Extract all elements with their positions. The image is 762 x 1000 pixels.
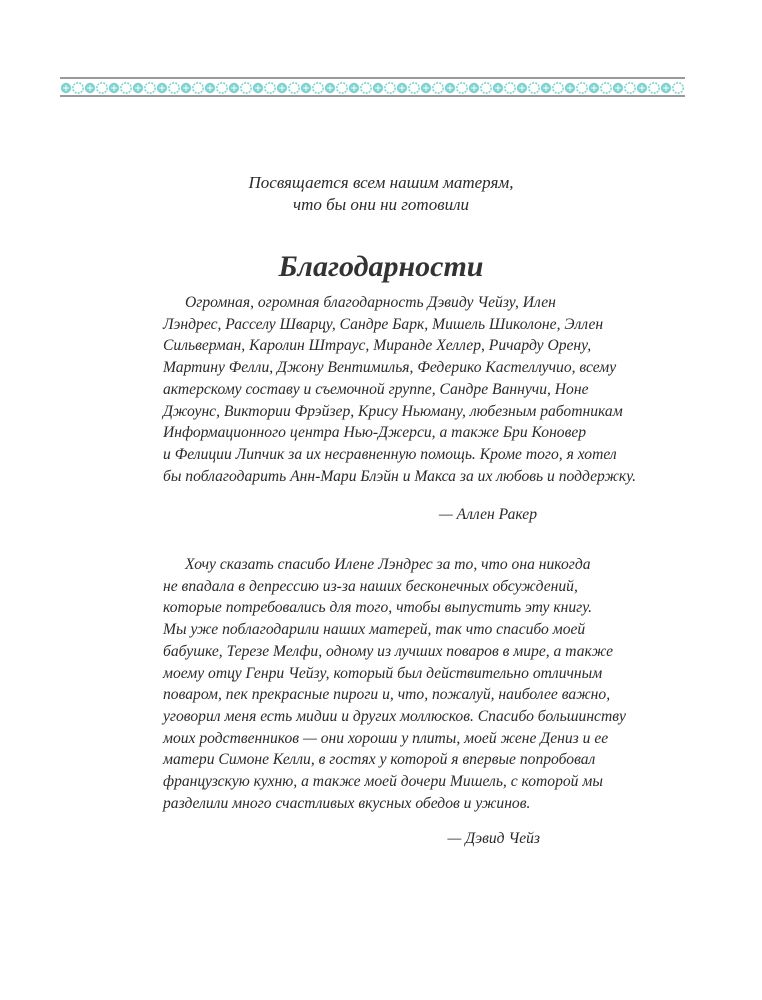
paragraph-david-chase [163, 554, 626, 814]
text-line: Хочу сказать спасибо Илене Лэндрес за то, что она никогда [185, 556, 591, 573]
ornamental-border [60, 77, 685, 97]
text-line: Мартину Фелли, Джону Вентимилья, Федерико Кастеллучио, всему [163, 359, 617, 377]
dedication-line: Посвящается всем нашим матерям, [248, 173, 514, 192]
ornament-dot [649, 83, 659, 93]
ornament-dot [505, 83, 515, 93]
ornament-dot [337, 83, 347, 93]
ornament-dot [73, 83, 83, 93]
text-line: Мы уже поблагодарили наших матерей, так что спасибо моей [163, 621, 586, 639]
ornament-dot [385, 83, 395, 93]
ornament-dot [553, 83, 563, 93]
ornament-dot [625, 83, 635, 93]
ornament-dot [457, 83, 467, 93]
text-line: которые потребовались для того, чтобы выпустить эту книгу. [163, 599, 593, 617]
text-line: Лэндрес, Расселу Шварцу, Сандре Барк, Мишель Шиколоне, Эллен [163, 315, 604, 333]
text-line: Информационного центра Нью-Джерси, а также Бри Коновер [163, 424, 587, 442]
ornament-dot [97, 83, 107, 93]
ornament-dot [313, 83, 323, 93]
ornament-dot [193, 83, 203, 93]
text-line: актерскому составу и съемочной группе, Сандре Ваннучи, Ноне [163, 380, 589, 398]
text-line: Джоунс, Виктории Фрэйзер, Крису Ньюману, любезным работникам [163, 402, 623, 420]
ornament-dot [289, 83, 299, 93]
text-line: моих родственников — они хороши у плиты, моей жене Дениз и ее [163, 729, 609, 747]
ornament-dot [241, 83, 251, 93]
text-line: поваром, пек прекрасные пироги и, что, пожалуй, наиболее важно, [163, 686, 611, 704]
ornament-dot [361, 83, 371, 93]
ornament-dot [481, 83, 491, 93]
ornament-dot [529, 83, 539, 93]
ornament-dot [577, 83, 587, 93]
ornament-dot [217, 83, 227, 93]
text-line: не впадала в депрессию из-за наших бесконечных обсуждений, [163, 577, 578, 595]
text-line: матери Симоне Келли, в гостях у которой я впервые попробовал [163, 751, 596, 769]
ornament-dot [601, 83, 611, 93]
ornament-dot [169, 83, 179, 93]
paragraph-allen-rucker [163, 292, 636, 487]
text-line: Огромная, огромная благодарность Дэвиду Чейзу, Илен [185, 294, 556, 311]
dedication-line: что бы они ни готовили [292, 195, 470, 214]
signature-david-chase: — Дэвид Чейз [447, 830, 540, 847]
signature-allen-rucker: — Аллен Ракер [438, 506, 537, 523]
text-line: бы поблагодарить Анн-Мари Блэйн и Макса за их любовь и поддержку. [163, 467, 637, 485]
text-line: французскую кухню, а также моей дочери Мишель, с которой мы [163, 773, 603, 791]
text-line: бабушке, Терезе Мелфи, одному из лучших поваров в мире, а также [163, 642, 614, 660]
ornament-dot [121, 83, 131, 93]
text-line: моему отцу Генри Чейзу, который был действительно отличным [163, 664, 603, 682]
text-line: Сильверман, Каролин Штраус, Миранде Хеллер, Ричарду Орену, [163, 337, 592, 355]
ornament-dot [673, 83, 683, 93]
text-line: уговорил меня есть мидии и других моллюсков. Спасибо большинству [163, 707, 626, 725]
text-line: разделили много счастливых вкусных обедов и ужинов. [163, 794, 531, 812]
ornament-dot [433, 83, 443, 93]
ornament-dot [145, 83, 155, 93]
ornament-pattern [60, 81, 685, 95]
text-line: и Фелиции Липчик за их несравненную помощь. Кроме того, я хотел [163, 445, 617, 463]
dedication [0, 172, 762, 216]
ornament-dot [409, 83, 419, 93]
ornament-dot [265, 83, 275, 93]
page-title: Благодарности [278, 250, 484, 283]
